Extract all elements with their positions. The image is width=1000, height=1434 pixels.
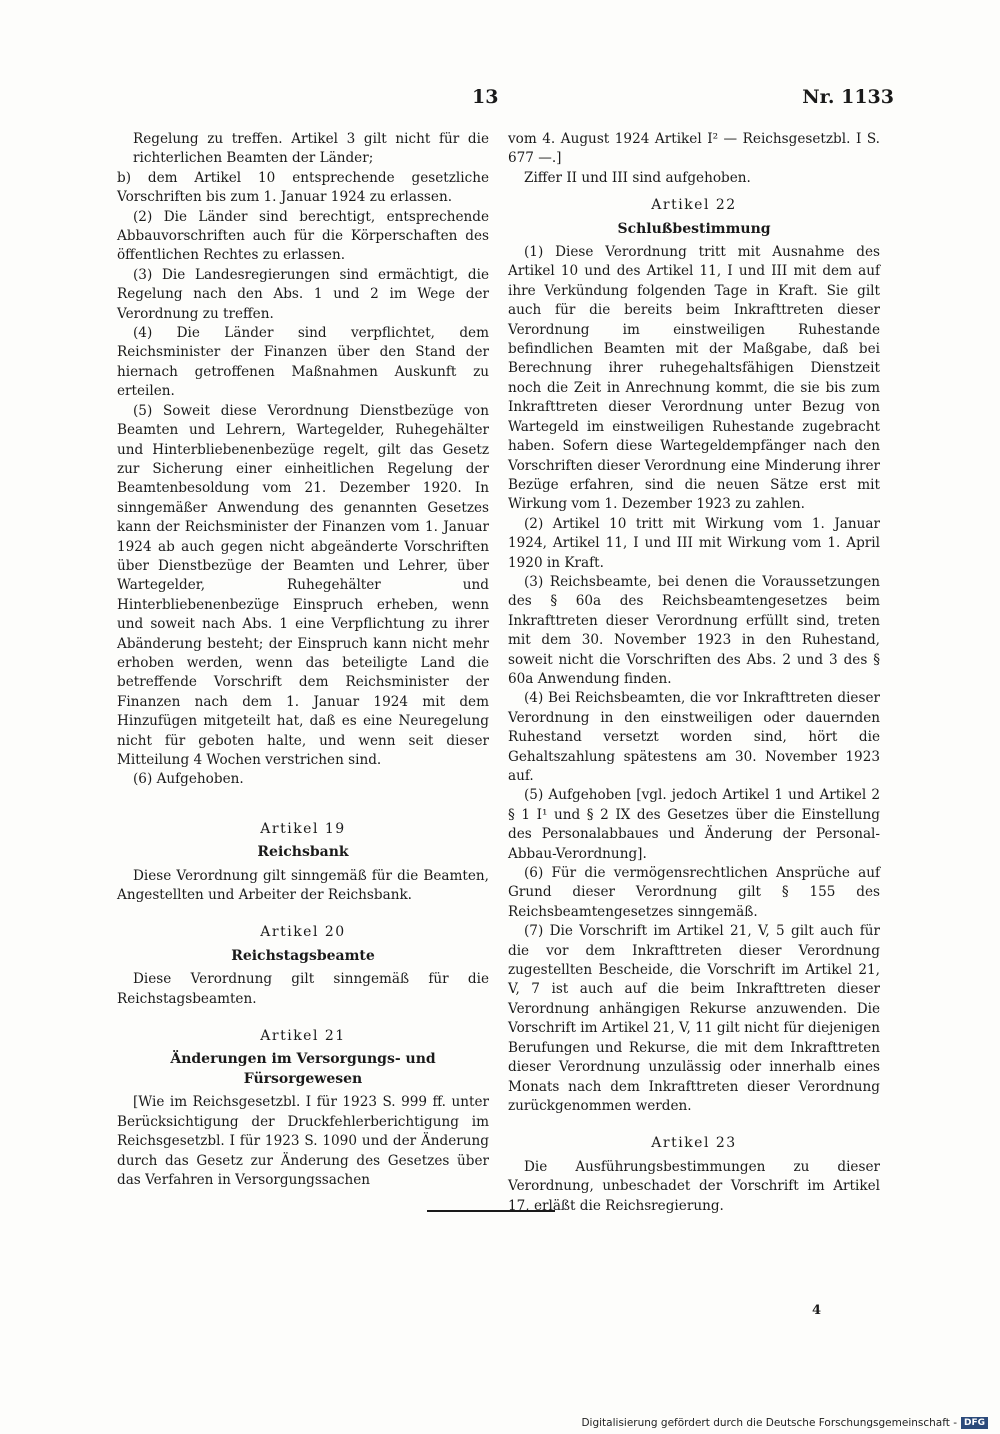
paragraph-4: (4) Die Länder sind verpflichtet, dem Reichsminister der Finanzen über den Stand der hiernach getroffenen Maßnahmen Auskunft zu erteilen.: [117, 325, 489, 400]
article-22-paragraph-1: (1) Diese Verordnung tritt mit Ausnahme des Artikel 10 und des Artikel 11, I und III mit dem auf ihre Verkündung folgenden Tage in Kraft. Sie gilt auch für die bereits beim Inkrafttreten dieser Verordnung im einstweiligen Ruhestande befindlichen Beamten mit der Maßgabe, daß bei Berechnung ihrer ruhegehaltsfähigen Dienstzeit noch die Zeit in Anrechnung kommt, die sie bis zum Inkrafttreten dieser Verordnung unter Bezug von Wartegeld im einstweiligen Ruhestande zugebracht haben. Sofern diese Wartegeldempfänger nach den Vorschriften dieser Verordnung eine Minderung ihrer Bezüge erfahren, sind die neuen Sätze erst mit Wirkung vom 1. Dezember 1923 zu zahlen.: [508, 244, 880, 513]
item-b: b) dem Artikel 10 entsprechende gesetzliche Vorschriften bis zum 1. Januar 1924 zu erlassen.: [117, 169, 489, 206]
article-21-label: Artikel 21: [260, 1028, 346, 1045]
document-number: Nr. 1133: [802, 86, 894, 108]
paragraph-3: (3) Die Landesregierungen sind ermächtigt, die Regelung nach den Abs. 1 und 2 im Wege der Verordnung zu treffen.: [117, 266, 489, 322]
article-22-paragraph-3: (3) Reichsbeamte, bei denen die Voraussetzungen des § 60a des Reichsbeamtengesetzes beim Inkrafttreten dieser Verordnung erfüllt sind, treten mit dem 30. November 1923 in den Ruhestand, soweit nicht die Vorschriften des Abs. 2 und 3 des § 60a Anwendung finden.: [508, 573, 880, 687]
article-23-label: Artikel 23: [651, 1135, 737, 1152]
continuation-paragraph: Regelung zu treffen. Artikel 3 gilt nicht für die richterlichen Beamten der Länder;: [133, 131, 489, 167]
article-20-title: Reichstagsbeamte: [231, 947, 375, 964]
article-20-label: Artikel 20: [260, 924, 346, 941]
footer-text: Digitalisierung gefördert durch die Deutsche Forschungsgemeinschaft -: [581, 1417, 957, 1429]
article-22-title: Schlußbestimmung: [617, 220, 771, 237]
article-19-title: Reichsbank: [257, 844, 349, 861]
article-19-label: Artikel 19: [260, 820, 346, 837]
article-19-text: Diese Verordnung gilt sinngemäß für die Beamten, Angestellten und Arbeiter der Reichsbank.: [117, 867, 489, 904]
ziffer-note: Ziffer II und III sind aufgehoben.: [524, 169, 751, 186]
article-22-paragraph-2: (2) Artikel 10 tritt mit Wirkung vom 1. Januar 1924, Artikel 11, I und III mit Wirkung vom 1. April 1920 in Kraft.: [508, 515, 880, 571]
dfg-logo: DFG: [961, 1417, 988, 1429]
right-column: [508, 130, 880, 1216]
footer: [581, 1417, 988, 1429]
article-22-paragraph-7: (7) Die Vorschrift im Artikel 21, V, 5 gilt auch für die vor dem Inkrafttreten dieser Verordnung zugestellten Bescheide, die Vorschrift im Artikel 21, V, 7 ist auch auf die beim Inkrafttreten dieser Verordnung anhängigen Rekurse anzuwenden. Die Vorschrift im Artikel 21, V, 11 gilt nicht für diejenigen Berufungen und Rekurse, die mit dem Inkrafttreten dieser Verordnung unzulässig oder innerhalb eines Monats nach dem Inkrafttreten dieser Verordnung zurückgenommen werden.: [508, 923, 880, 1114]
article-22-label: Artikel 22: [651, 197, 737, 214]
paragraph-2: (2) Die Länder sind berechtigt, entsprechende Abbauvorschriften auch für die Körperschaften des öffentlichen Rechtes zu erlassen.: [117, 208, 489, 264]
article-22-paragraph-4: (4) Bei Reichsbeamten, die vor Inkrafttreten dieser Verordnung in den einstweiligen oder dauernden Ruhestand versetzt worden sind, hört die Gehaltszahlung spätestens am 30. November 1923 auf.: [508, 690, 880, 784]
left-column: [117, 130, 489, 1190]
article-20-text: Diese Verordnung gilt sinngemäß für die Reichstagsbeamten.: [117, 971, 489, 1007]
paragraph-5: (5) Soweit diese Verordnung Dienstbezüge von Beamten und Lehrern, Wartegelder, Ruhegehälter und Hinterbliebenenbezüge regelt, gilt das Gesetz zur Sicherung einer einheitlichen Regelung der Beamtenbesoldung vom 21. Dezember 1920. In sinngemäßer Anwendung des genannten Gesetzes kann der Reichsminister der Finanzen vom 1. Januar 1924 ab auch gegen nicht abgeänderte Vorschriften über Dienstbezüge der Beamten und Lehrer, über Wartegelder, Ruhegehälter und Hinterbliebenenbezüge Einspruch erheben, wenn und soweit nach Abs. 1 eine Verpflichtung zu ihrer Abänderung besteht; der Einspruch kann nicht mehr erhoben werden, wenn das beteiligte Land die betreffende Vorschrift dem Reichsminister der Finanzen nach dem 1. Januar 1924 mit dem Hinzufügen mitgeteilt hat, daß es eine Neuregelung nicht für geboten halte, und wenn seit dieser Mitteilung 4 Wochen verstrichen sind.: [117, 402, 489, 768]
signature-mark: 4: [812, 1303, 822, 1318]
page-number: 13: [472, 86, 499, 108]
article-21-text: [Wie im Reichsgesetzbl. I für 1923 S. 999 ff. unter Berücksichtigung der Druckfehlerberichtigung im Reichsgesetzbl. I für 1923 S. 1090 und der Änderung durch das Gesetz zur Änderung des Gesetzes über das Verfahren in Versorgungssachen: [117, 1094, 489, 1188]
article-23-text: Die Ausführungsbestimmungen zu dieser Verordnung, unbeschadet der Vorschrift im Artikel 17, erläßt die Reichsregierung.: [508, 1158, 880, 1214]
paragraph-6: (6) Aufgehoben.: [133, 771, 244, 788]
article-22-paragraph-5: (5) Aufgehoben [vgl. jedoch Artikel 1 und Artikel 2 § 1 I¹ und § 2 IX des Gesetzes über die Einstellung des Personalabbaues und Änderung der Personal-Abbau-Verordnung].: [508, 787, 880, 862]
article-21-title: Änderungen im Versorgungs- und Fürsorgewesen: [170, 1051, 436, 1087]
article-22-paragraph-6: (6) Für die vermögensrechtlichen Ansprüche auf Grund dieser Verordnung gilt § 155 des Reichsbeamtengesetzes sinngemäß.: [508, 865, 880, 920]
continuation-paragraph-right: vom 4. August 1924 Artikel I² — Reichsgesetzbl. I S. 677 —.]: [508, 131, 880, 167]
separator-rule: [427, 1210, 555, 1212]
